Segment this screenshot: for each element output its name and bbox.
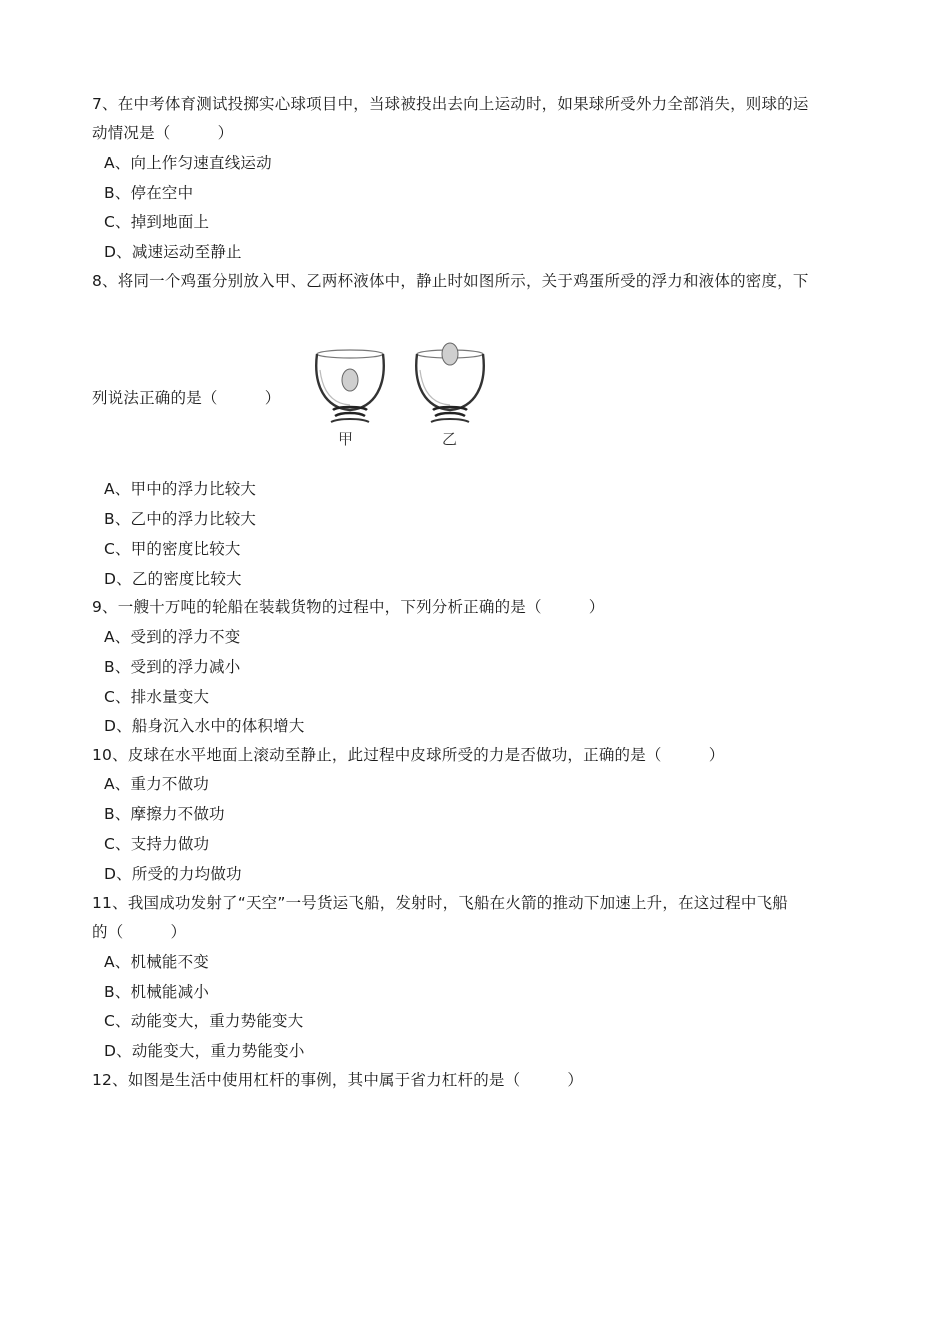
q9-option-a: A、受到的浮力不变	[104, 628, 241, 646]
q9-stem-line1: 9、一艘十万吨的轮船在装载货物的过程中，下列分析正确的是（ ）	[92, 598, 605, 616]
egg-cups-figure	[305, 340, 505, 450]
q11-option-a: A、机械能不变	[104, 953, 210, 971]
q8-option-c: C、甲的密度比较大	[104, 540, 241, 558]
cup-label-jia: 甲	[338, 430, 354, 448]
q9-option-d: D、船身沉入水中的体积增大	[104, 717, 305, 735]
q8-option-d: D、乙的密度比较大	[104, 570, 242, 588]
egg-yi	[442, 343, 458, 365]
q7-stem-line2: 动情况是（ ）	[92, 124, 234, 142]
q7-stem-line1: 7、在中考体育测试投掷实心球项目中，当球被投出去向上运动时，如果球所受外力全部消失，则球的运	[92, 95, 809, 113]
q8-option-b: B、乙中的浮力比较大	[104, 510, 257, 528]
q11-option-b: B、机械能减小	[104, 983, 210, 1001]
q11-stem-line1: 11、我国成功发射了“天空”一号货运飞船，发射时，飞船在火箭的推动下加速上升，在这过程中飞船	[92, 894, 788, 912]
egg-jia	[342, 369, 358, 391]
q9-option-b: B、受到的浮力减小	[104, 658, 241, 676]
q10-option-c: C、支持力做功	[104, 835, 210, 853]
cup-yi	[416, 343, 484, 422]
q7-option-c: C、掉到地面上	[104, 213, 210, 231]
egg-cups-diagram	[305, 340, 505, 430]
q11-stem-line2: 的（ ）	[92, 923, 187, 941]
q12-stem-line1: 12、如图是生活中使用杠杆的事例，其中属于省力杠杆的是（ ）	[92, 1071, 584, 1089]
q10-stem-line1: 10、皮球在水平地面上滚动至静止，此过程中皮球所受的力是否做功，正确的是（ ）	[92, 746, 725, 764]
q8-option-a: A、甲中的浮力比较大	[104, 480, 257, 498]
q10-option-a: A、重力不做功	[104, 775, 210, 793]
q8-stem-line2: 列说法正确的是（ ）	[92, 389, 281, 407]
q11-option-d: D、动能变大，重力势能变小	[104, 1042, 305, 1060]
q11-option-c: C、动能变大，重力势能变大	[104, 1012, 304, 1030]
cup-label-yi: 乙	[442, 430, 458, 448]
q10-option-d: D、所受的力均做功	[104, 865, 242, 883]
q10-option-b: B、摩擦力不做功	[104, 805, 225, 823]
q7-option-b: B、停在空中	[104, 184, 194, 202]
q9-option-c: C、排水量变大	[104, 688, 210, 706]
q7-option-a: A、向上作匀速直线运动	[104, 154, 272, 172]
q7-option-d: D、减速运动至静止	[104, 243, 242, 261]
cup-jia	[316, 350, 384, 422]
q8-stem-line1: 8、将同一个鸡蛋分别放入甲、乙两杯液体中，静止时如图所示，关于鸡蛋所受的浮力和液体的密度，下	[92, 272, 809, 290]
